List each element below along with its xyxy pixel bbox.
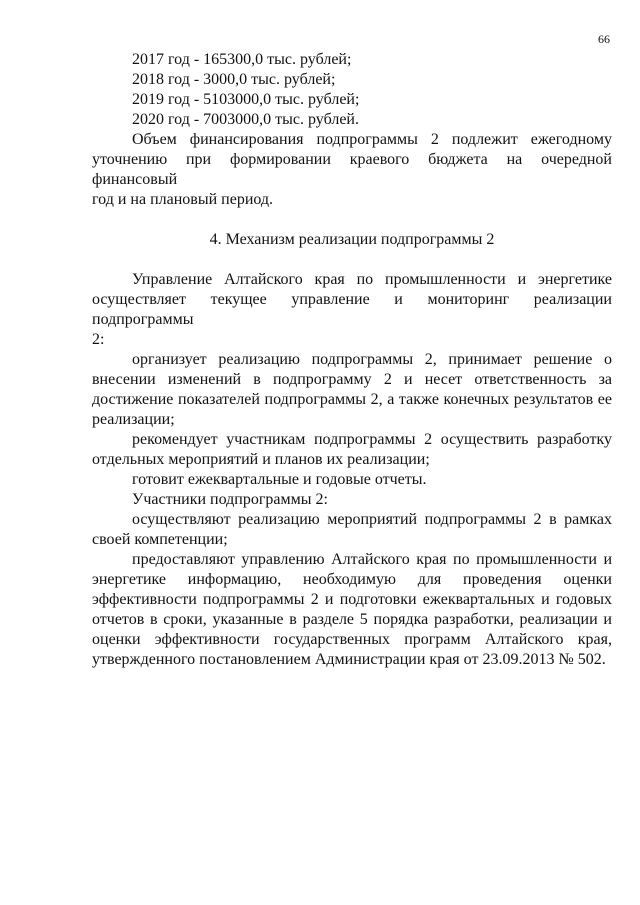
implement-paragraph bbox=[92, 510, 612, 550]
recommends-paragraph bbox=[92, 430, 612, 470]
paragraph-line: утвержденного постановлением Администрации края от 23.09.2013 № 502. bbox=[92, 651, 606, 668]
paragraph-line: достижение показателей подпрограммы 2, а также конечных результатов ее bbox=[92, 391, 612, 408]
paragraph-line: уточнению при формировании краевого бюджета на очередной финансовый bbox=[92, 151, 612, 188]
paragraph-line: внесении изменений в подпрограмму 2 и несет ответственность за bbox=[92, 371, 612, 388]
provide-paragraph bbox=[92, 550, 612, 670]
paragraph-line: энергетике информацию, необходимую для проведения оценки bbox=[92, 571, 612, 588]
paragraph-line: оценки эффективности государственных программ Алтайского края, bbox=[92, 631, 612, 648]
paragraph-line: отчетов в сроки, указанные в разделе 5 порядка разработки, реализации и bbox=[92, 611, 612, 628]
paragraph-line: отдельных мероприятий и планов их реализации; bbox=[92, 451, 430, 468]
paragraph-line: своей компетенции; bbox=[92, 531, 228, 548]
financing-list bbox=[92, 50, 612, 130]
financing-line-2017: 2017 год - 165300,0 тыс. рублей; bbox=[132, 51, 352, 68]
section-heading: 4. Механизм реализации подпрограммы 2 bbox=[209, 231, 495, 248]
paragraph-line: год и на плановый период. bbox=[92, 191, 274, 208]
paragraph-line: осуществляют реализацию мероприятий подпрограммы 2 в рамках bbox=[132, 511, 612, 528]
paragraph-line: Объем финансирования подпрограммы 2 подлежит ежегодному bbox=[132, 131, 612, 148]
management-paragraph bbox=[92, 270, 612, 350]
paragraph-line: предоставляют управлению Алтайского края по промышленности и bbox=[132, 551, 612, 568]
financing-line-2020: 2020 год - 7003000,0 тыс. рублей. bbox=[132, 111, 359, 128]
paragraph-line: осуществляет текущее управление и мониторинг реализации подпрограммы bbox=[92, 291, 612, 328]
page-number: 66 bbox=[598, 32, 610, 46]
paragraph-line: организует реализацию подпрограммы 2, принимает решение о bbox=[132, 351, 612, 368]
financing-line-2019: 2019 год - 5103000,0 тыс. рублей; bbox=[132, 91, 360, 108]
paragraph-line: рекомендует участникам подпрограммы 2 осуществить разработку bbox=[132, 431, 612, 448]
participants-line: Участники подпрограммы 2: bbox=[132, 491, 328, 508]
prepares-line: готовит ежеквартальные и годовые отчеты. bbox=[132, 471, 427, 488]
financing-line-2018: 2018 год - 3000,0 тыс. рублей; bbox=[132, 71, 336, 88]
volume-paragraph bbox=[92, 130, 612, 210]
paragraph-line: эффективности подпрограммы 2 и подготовки ежеквартальных и годовых bbox=[92, 591, 612, 608]
organizes-paragraph bbox=[92, 350, 612, 430]
paragraph-line: Управление Алтайского края по промышленности и энергетике bbox=[132, 271, 612, 288]
paragraph-line: 2: bbox=[92, 331, 105, 348]
document-body bbox=[92, 50, 612, 670]
paragraph-line: реализации; bbox=[92, 411, 175, 428]
